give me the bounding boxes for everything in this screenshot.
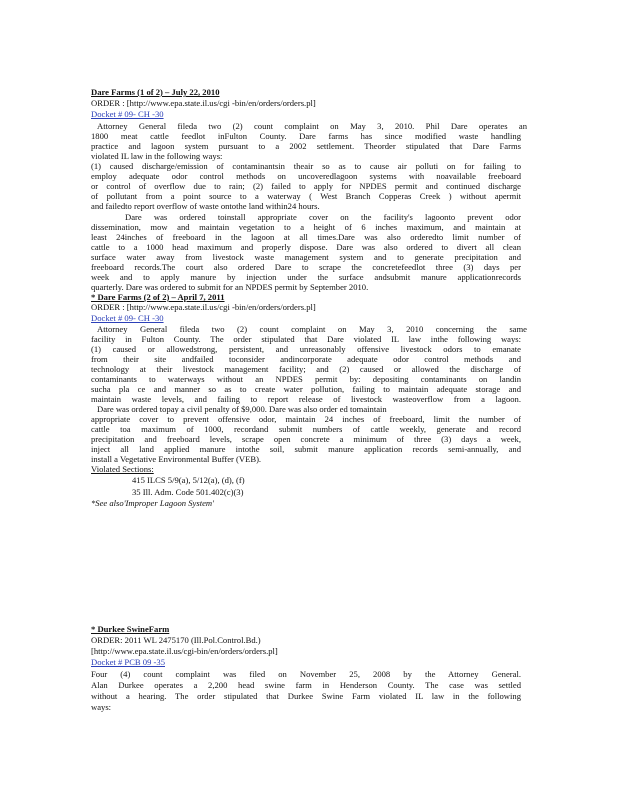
paragraph-line: facility in Fulton County. The order stipulated that Dare violated IL law inthe following ways:	[91, 334, 521, 344]
section-text: 415 ILCS 5/9(a), 5/12(a), (d), (f)	[132, 475, 245, 485]
paragraph-line: freeboard records.The court also ordered Dare to scrape the concretefeedlot three (3) days per	[91, 262, 521, 272]
docket-link[interactable]: Docket # PCB 09 -35	[91, 657, 165, 667]
paragraph-line: contaminants to waterways without an NPDES permit by: depositing contaminants on landin	[91, 374, 521, 384]
paragraph-line: surface water away from livestock waste management system and to generate precipitation and	[91, 252, 521, 262]
paragraph-line: violated IL law in the following ways:	[91, 151, 223, 161]
paragraph-line: ways:	[91, 702, 112, 712]
case-heading	[91, 87, 521, 97]
paragraph-line: or control of overflow due to rain; (2) failed to apply for NPDES permit and continued discharge	[91, 181, 521, 191]
docket-link[interactable]: Docket # 09- CH -30	[91, 109, 164, 119]
paragraph-line: precipitation and freeboard levels, scrape open concrete a minimum of three (3) days a week,	[91, 434, 521, 444]
paragraph-line: week and to apply manure by injection under the surface andsubmit manure applicationrecords	[91, 272, 521, 282]
case-heading	[91, 292, 521, 302]
paragraph-line: Four (4) count complaint was filed on November 25, 2008 by the Attorney General.	[91, 669, 521, 679]
paragraph-line: Attorney General fileda two (2) count complaint on May 3, 2010 concerning the same	[97, 324, 527, 334]
paragraph-line: (1) caused discharge/emission of contaminantsin theair so as to cause air polluti on for failing to	[91, 161, 521, 171]
paragraph-line: of pollutant from a point source to a waterway ( West Branch Copperas Creek ) without apermit	[91, 191, 521, 201]
docket-link[interactable]: Docket # 09- CH -30	[91, 313, 164, 323]
violated-sections-label	[91, 464, 521, 474]
paragraph-line: Dare was ordered topay a civil penalty of $9,000. Dare was also order ed tomaintain	[97, 404, 387, 414]
violated-section-item	[108, 487, 243, 497]
violated-label-text: Violated Sections:	[91, 464, 154, 474]
paragraph-line: inject all land applied manure intothe soil, submit manure application records semi-annually, and	[91, 444, 521, 454]
case-title: * Durkee SwineFarm	[91, 624, 170, 634]
paragraph-line: Attorney General fileda two (2) count complaint on May 3, 2010. Phil Dare operates an	[97, 121, 527, 131]
paragraph-line: from their site andfailed toconsider andincorporate adequate odor control methods and	[91, 354, 521, 364]
see-also-note: *See also'Improper Lagoon System'	[91, 498, 214, 508]
paragraph-line: technology at their livestock management facility; and (2) caused or allowed the discharge of	[91, 364, 521, 374]
paragraph-line: install a Vegetative Environmental Buffer (VEB).	[91, 454, 262, 464]
paragraph-line: without a hearing. The order stipulated that Durkee Swine Farm violated IL law in the following	[91, 691, 521, 701]
case-title: Dare Farms (1 of 2) – July 22, 2010	[91, 87, 220, 97]
order-line: ORDER: 2011 WL 2475170 (Ill.Pol.Control.Bd.)	[91, 635, 261, 645]
paragraph-line: practice and lagoon system pursuant to a 2002 settlement. Theorder stipulated that Dare Farms	[91, 141, 521, 151]
paragraph-line: dissemination, mow and maintain vegetation to a height of 6 inches maximum, and maintain at	[91, 222, 521, 232]
paragraph-line: and failedto report overflow of waste ontothe land within24 hours.	[91, 201, 320, 211]
paragraph-line: cattle to a 1000 head maximum and properly dispose. Dare was also ordered to divert all clean	[91, 242, 521, 252]
paragraph-line: least 24inches of freeboard in the lagoon at all times.Dare was also orderedto limit number of	[91, 232, 521, 242]
paragraph-line: appropriate cover to prevent offensive odor, maintain 24 inches of freeboard, limit the number of	[91, 414, 521, 424]
paragraph-line: (1) caused or allowedstrong, persistent, and unreasonably offensive livestock odors to emanate	[91, 344, 521, 354]
paragraph-line: 1800 meat cattle feedlot inFulton County. Dare farms has since modified waste handling	[91, 131, 521, 141]
case-title: * Dare Farms (2 of 2) – April 7, 2011	[91, 292, 225, 302]
section-text: 35 Ill. Adm. Code 501.402(c)(3)	[132, 487, 244, 497]
paragraph-line: sucha pla ce and manner so as to create water pollution, failing to maintain adequate storage and	[91, 384, 521, 394]
paragraph-line: quarterly. Dare was ordered to submit for an NPDES permit by September 2010.	[91, 282, 369, 292]
order-line: ORDER : [http://www.epa.state.il.us/cgi -bin/en/orders/orders.pl]	[91, 302, 316, 312]
paragraph-line: employ adequate odor control methods on uncoveredlagoon systems with noavailable freeboard	[91, 171, 521, 181]
violated-section-item	[108, 475, 245, 485]
paragraph-line: maintain waste levels, and failing to report release of livestock wasteoverflow from a lagoon.	[91, 394, 521, 404]
paragraph-line: cattle toa maximum of 1000, recordand submit numbers of cattle weekly, generate and record	[91, 424, 521, 434]
order-line: ORDER : [http://www.epa.state.il.us/cgi -bin/en/orders/orders.pl]	[91, 98, 316, 108]
order-url-line: [http://www.epa.state.il.us/cgi-bin/en/orders/orders.pl]	[91, 646, 278, 656]
case-heading	[91, 624, 521, 634]
paragraph-line: Dare was ordered toinstall appropriate cover on the facility's lagoonto prevent odor	[125, 212, 521, 222]
paragraph-line: Alan Durkee operates a 2,200 head swine farm in Henderson County. The case was settled	[91, 680, 521, 690]
